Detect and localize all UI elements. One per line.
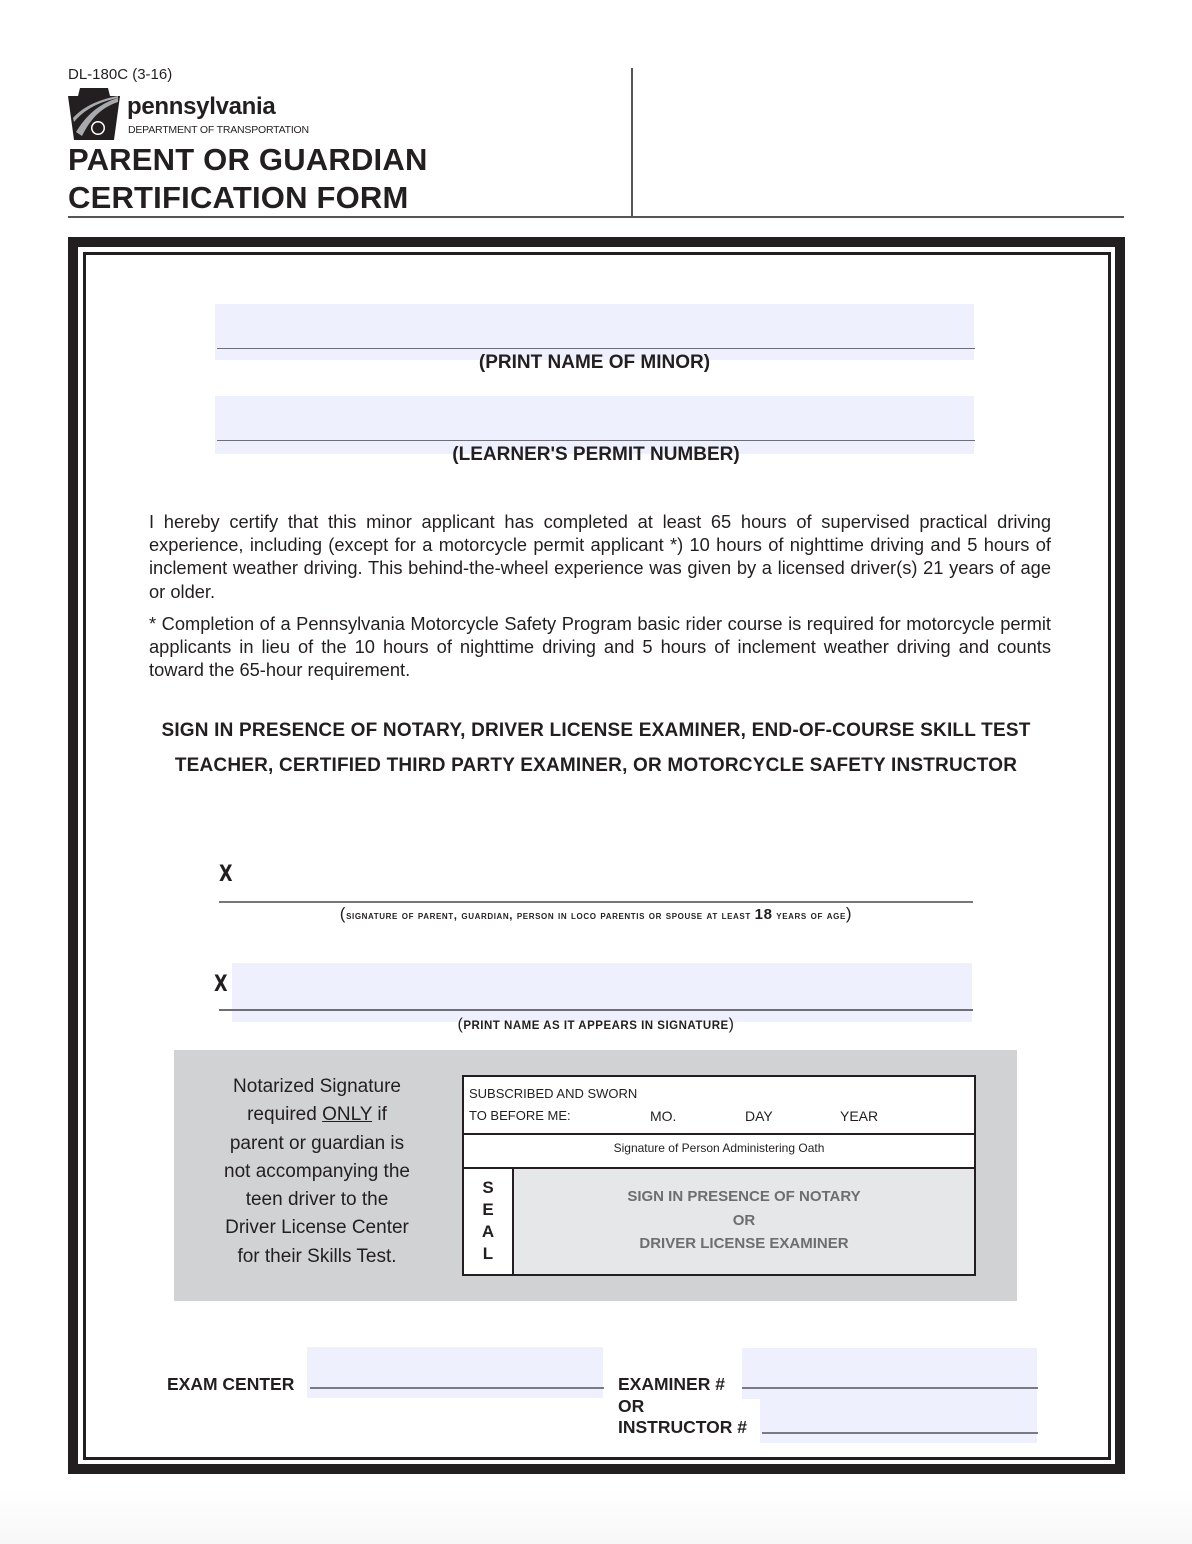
- minor-name-caption: (PRINT NAME OF MINOR): [478, 352, 711, 373]
- examiner-number-label: EXAMINER #: [618, 1374, 725, 1394]
- notary-note-line: Notarized Signature: [233, 1076, 401, 1097]
- notary-note-pre: required: [247, 1104, 323, 1126]
- header-divider-horizontal: [68, 216, 1124, 218]
- caption-close-paren: ): [845, 904, 853, 923]
- seal-letter: S: [482, 1178, 494, 1197]
- title-line-2: CERTIFICATION FORM: [68, 180, 409, 215]
- printed-name-x-mark: X: [214, 972, 228, 997]
- seal-letter: E: [482, 1200, 494, 1219]
- form-code: DL-180C (3-16): [68, 66, 173, 83]
- exam-center-underline: [310, 1387, 604, 1389]
- or-label: OR: [618, 1396, 645, 1416]
- oath-table: [462, 1075, 976, 1276]
- notary-note-emphasis: ONLY: [322, 1104, 373, 1126]
- permit-number-underline: [217, 440, 975, 441]
- notary-note-line: for their Skills Test.: [237, 1245, 397, 1267]
- seal-text-line: SIGN IN PRESENCE OF NOTARY: [627, 1188, 861, 1205]
- seal-letter: L: [482, 1244, 494, 1263]
- signing-instruction-line-2: TEACHER, CERTIFIED THIRD PARTY EXAMINER, OR MOTORCYCLE SAFETY INSTRUCTOR: [174, 755, 1018, 776]
- certification-statement: I hereby certify that this minor applicant has completed at least 65 hours of supervised practical driving experience, including (except for a motorcycle permit applicant *) 10 hours of nighttime driving and 5 hours of inclement weather driving. This behind-the-wheel experience was given by a licensed driver(s) 21 years of age or older.: [149, 511, 1051, 602]
- seal-area-instructions: [514, 1185, 974, 1256]
- caption-open-paren: (: [339, 904, 347, 923]
- notary-note-line: parent or guardian is: [229, 1132, 405, 1154]
- caption-text: PRINT NAME AS IT APPEARS IN SIGNATURE: [463, 1020, 729, 1032]
- sworn-label-line-1: SUBSCRIBED AND SWORN: [469, 1086, 638, 1101]
- notary-note-line: Driver License Center: [225, 1217, 409, 1239]
- notary-note-line: teen driver to the: [245, 1189, 389, 1211]
- title-line-1: PARENT OR GUARDIAN: [68, 142, 428, 177]
- instructor-number-input[interactable]: [760, 1392, 1037, 1443]
- seal-letter: A: [481, 1222, 495, 1241]
- day-label: DAY: [745, 1108, 773, 1124]
- notary-note-line: [205, 1101, 429, 1129]
- motorcycle-footnote: * Completion of a Pennsylvania Motorcycle Safety Program basic rider course is required for motorcycle permit applicants in lieu of the 10 hours of nighttime driving and 5 hours of inclement weather driving and counts toward the 65-hour requirement.: [149, 613, 1051, 681]
- signing-instruction-line-1: SIGN IN PRESENCE OF NOTARY, DRIVER LICENSE EXAMINER, END-OF-COURSE SKILL TEST: [161, 720, 1031, 741]
- printed-name-input[interactable]: [232, 963, 972, 1022]
- printed-name-caption: [219, 1016, 973, 1034]
- notary-note: [205, 1073, 429, 1271]
- year-label: YEAR: [840, 1108, 879, 1124]
- exam-center-label: EXAM CENTER: [167, 1374, 295, 1394]
- keystone-road-logo-icon: [68, 88, 120, 140]
- caption-close-paren: ): [728, 1016, 735, 1033]
- examiner-number-underline: [742, 1387, 1038, 1389]
- signature-line[interactable]: [219, 901, 973, 903]
- seal-text-line: OR: [732, 1211, 756, 1229]
- caption-age: 18: [754, 906, 773, 923]
- notary-note-line: not accompanying the: [224, 1160, 410, 1182]
- brand-name: pennsylvania: [127, 93, 276, 120]
- notary-note-post: if: [372, 1104, 387, 1126]
- exam-center-input[interactable]: [307, 1347, 603, 1398]
- printed-name-underline: [219, 1009, 973, 1011]
- seal-text-line: DRIVER LICENSE EXAMINER: [639, 1235, 849, 1252]
- caption-open-paren: (: [457, 1016, 464, 1033]
- seal-label: [464, 1177, 512, 1265]
- oath-signature-label: Signature of Person Administering Oath: [613, 1141, 825, 1155]
- page-title: [68, 141, 428, 217]
- signature-x-mark: X: [219, 862, 233, 887]
- month-label: MO.: [650, 1108, 677, 1124]
- caption-text-pre: signature of parent, guardian, person in loco parentis or spouse at least: [346, 910, 755, 922]
- minor-name-underline: [217, 348, 975, 349]
- header-divider-vertical: [631, 68, 633, 218]
- sworn-label-line-2: TO BEFORE ME:: [469, 1108, 571, 1123]
- sworn-date-row[interactable]: [464, 1077, 974, 1135]
- instructor-number-label: INSTRUCTOR #: [618, 1417, 747, 1437]
- permit-number-caption: (LEARNER'S PERMIT NUMBER): [452, 444, 740, 465]
- brand-subtitle: DEPARTMENT OF TRANSPORTATION: [128, 124, 309, 136]
- instructor-number-underline: [762, 1432, 1038, 1434]
- signature-caption: [219, 904, 973, 924]
- caption-text-post: years of age: [772, 910, 846, 922]
